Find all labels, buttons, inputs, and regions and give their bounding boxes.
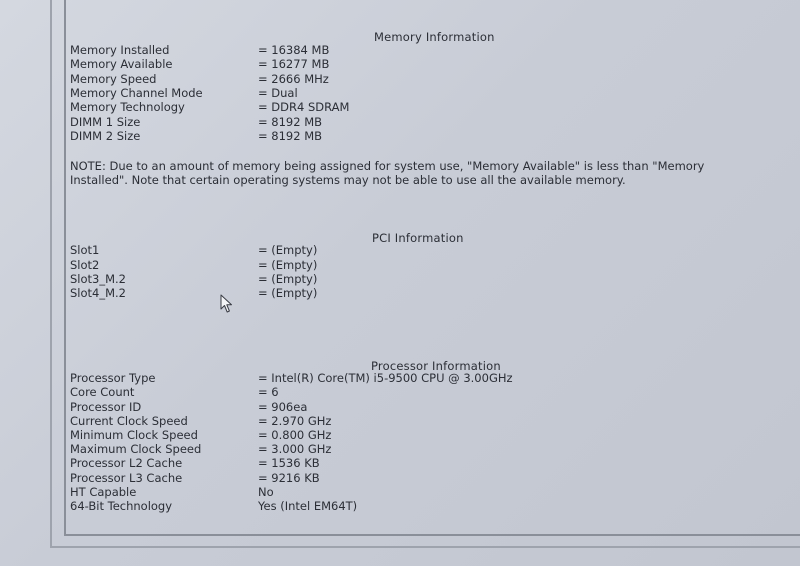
row-value: = Dual xyxy=(258,86,298,100)
row-value: = 6 xyxy=(258,385,279,399)
row-value: = 2.970 GHz xyxy=(258,414,332,428)
row-value: = (Empty) xyxy=(258,286,318,300)
row-value: = 1536 KB xyxy=(258,456,320,470)
row-label: Maximum Clock Speed xyxy=(70,442,202,456)
row-label: DIMM 1 Size xyxy=(70,115,141,129)
row-value: = 0.800 GHz xyxy=(258,428,332,442)
row-value: = DDR4 SDRAM xyxy=(258,100,350,114)
row-label: Core Count xyxy=(70,385,135,399)
row-label: DIMM 2 Size xyxy=(70,129,141,143)
row-label: Memory Installed xyxy=(70,43,170,57)
row-label: Current Clock Speed xyxy=(70,414,188,428)
row-label: Processor L2 Cache xyxy=(70,456,183,470)
row-value: = (Empty) xyxy=(258,272,318,286)
row-value: = 16384 MB xyxy=(258,43,330,57)
row-label: Slot1 xyxy=(70,243,100,257)
row-label: Slot4_M.2 xyxy=(70,286,127,300)
memory-note: NOTE: Due to an amount of memory being assigned for system use, "Memory Available" is less than "Memory Installed". Note that certain operating systems may not be able to use all the available memory. xyxy=(70,159,705,187)
row-value: = 16277 MB xyxy=(258,57,330,71)
row-label: Memory Speed xyxy=(70,72,157,86)
row-value: = 2666 MHz xyxy=(258,72,329,86)
memory-information-title: Memory Information xyxy=(374,30,495,44)
row-label: Processor ID xyxy=(70,400,142,414)
row-label: Slot2 xyxy=(70,258,100,272)
row-label: 64-Bit Technology xyxy=(70,499,173,513)
row-value: = Intel(R) Core(TM) i5-9500 CPU @ 3.00GHz xyxy=(258,371,513,385)
row-label: Minimum Clock Speed xyxy=(70,428,198,442)
row-label: Processor L3 Cache xyxy=(70,471,183,485)
outer-frame-bottom-line xyxy=(50,546,800,548)
outer-frame-line xyxy=(50,0,52,548)
row-value: = 9216 KB xyxy=(258,471,320,485)
mouse-pointer-icon xyxy=(220,294,234,314)
row-label: Memory Available xyxy=(70,57,173,71)
row-value: = 8192 MB xyxy=(258,129,323,143)
row-value: = 3.000 GHz xyxy=(258,442,332,456)
row-value: = (Empty) xyxy=(258,243,318,257)
row-label: Processor Type xyxy=(70,371,156,385)
row-label: HT Capable xyxy=(70,485,137,499)
row-value: = (Empty) xyxy=(258,258,318,272)
row-value: = 8192 MB xyxy=(258,115,323,129)
row-value: = 906ea xyxy=(258,400,308,414)
row-label: Slot3_M.2 xyxy=(70,272,127,286)
pci-information-title: PCI Information xyxy=(372,231,464,245)
processor-information-title: Processor Information xyxy=(371,359,501,373)
row-label: Memory Channel Mode xyxy=(70,86,203,100)
row-value: No xyxy=(258,485,274,499)
row-value: Yes (Intel EM64T) xyxy=(258,499,358,513)
row-label: Memory Technology xyxy=(70,100,185,114)
